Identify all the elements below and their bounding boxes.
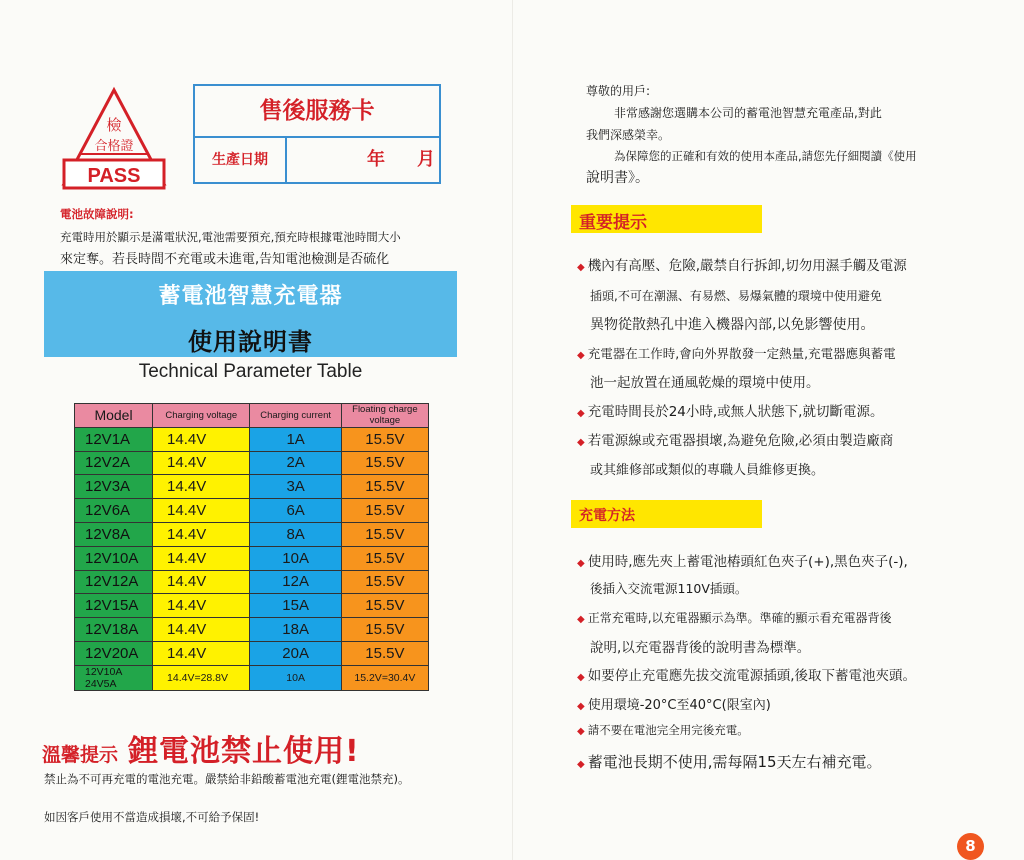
badge-top: 檢	[106, 116, 122, 134]
warm-tip	[42, 726, 360, 770]
s1-line	[590, 314, 874, 334]
table-cell: 14.4V	[153, 618, 250, 642]
table-cell: 12V3A	[75, 475, 153, 499]
bullet-icon: ◆	[577, 558, 585, 569]
table-row	[75, 546, 429, 570]
bullet-text: 使用環境-20°C至40°C(限室內)	[587, 698, 771, 713]
s1-line	[577, 429, 893, 449]
s2-line	[590, 636, 810, 656]
table-cell: 14.4V	[153, 475, 250, 499]
table-cell: 15.5V	[341, 499, 428, 523]
section-important-title: 重要提示	[579, 213, 647, 233]
s2-line	[590, 579, 747, 597]
table-cell: 15.5V	[341, 641, 428, 665]
table-cell: 14.4V	[153, 570, 250, 594]
year-label: 年	[367, 149, 385, 170]
table-row	[75, 522, 429, 546]
table-cell: 14.4V	[153, 451, 250, 475]
bullet-text: 或其維修部或類似的專職人員維修更換。	[590, 463, 825, 478]
table-cell: 15.5V	[341, 618, 428, 642]
bullet-text: 說明,以充電器背後的說明書為標準。	[590, 640, 811, 656]
table-cell: 12V6A	[75, 499, 153, 523]
manual-banner	[44, 271, 457, 357]
s1-line	[577, 344, 896, 362]
table-row	[75, 427, 429, 451]
table-row	[75, 499, 429, 523]
table-cell: 14.4V	[153, 499, 250, 523]
table-cell: 14.4V	[153, 522, 250, 546]
table-cell: 10A	[250, 546, 341, 570]
bullet-text: 後插入交流電源110V插頭。	[590, 581, 748, 596]
section-important	[571, 205, 762, 233]
s2-line	[577, 751, 882, 772]
table-cell: 12V10A 24V5A	[75, 665, 153, 690]
bullet-icon: ◆	[577, 672, 585, 683]
section-charging	[571, 500, 762, 528]
intro-line-1: 非常感謝您選購本公司的蓄電池智慧充電產品,對此	[614, 106, 882, 120]
fault-line-1: 充電時用於顯示是滿電狀況,電池需要預充,預充時根據電池時間大小	[60, 230, 401, 244]
s1-line	[590, 371, 820, 391]
page-number: 8	[957, 833, 984, 860]
table-cell: 14.4V	[153, 427, 250, 451]
lithium-warning: 鋰電池禁止使用!	[128, 734, 360, 769]
section-charging-title: 充電方法	[579, 508, 635, 524]
table-cell: 15A	[250, 594, 341, 618]
table-cell: 1A	[250, 427, 341, 451]
bullet-text: 蓄電池長期不使用,需每隔15天左右補充電。	[587, 753, 882, 771]
bullet-text: 異物從散熱孔中進入機器內部,以免影響使用。	[590, 317, 875, 333]
table-cell: 12A	[250, 570, 341, 594]
greeting: 尊敬的用戶:	[586, 84, 651, 98]
fault-title: 電池故障說明:	[60, 207, 134, 221]
bullet-icon: ◆	[577, 437, 585, 448]
table-cell: 15.5V	[341, 570, 428, 594]
bullet-text: 充電器在工作時,會向外界散發一定熱量,充電器應與蓄電	[587, 346, 896, 361]
bullet-text: 機內有高壓、危險,嚴禁自行拆卸,切勿用濕手觸及電源	[587, 258, 907, 274]
pass-badge	[60, 86, 168, 194]
bullet-text: 正常充電時,以充電器顯示為準。準確的顯示看充電器背後	[587, 611, 892, 625]
table-cell: 20A	[250, 641, 341, 665]
table-cell: 8A	[250, 522, 341, 546]
table-row	[75, 451, 429, 475]
table-cell: 15.5V	[341, 546, 428, 570]
table-cell: 10A	[250, 665, 341, 690]
table-cell: 14.4V=28.8V	[153, 665, 250, 690]
table-header-cell: Model	[75, 404, 153, 428]
s1-line	[577, 254, 907, 274]
bullet-icon: ◆	[577, 408, 585, 419]
bullet-text: 如要停止充電應先拔交流電源插頭,後取下蓄電池夾頭。	[587, 668, 916, 684]
table-cell: 12V1A	[75, 427, 153, 451]
s2-line	[577, 722, 749, 738]
banner-subtitle: 使用說明書	[188, 328, 313, 356]
bullet-text: 插頭,不可在潮濕、有易燃、易爆氣體的環境中使用避免	[590, 289, 882, 303]
table-title: Technical Parameter Table	[138, 361, 363, 382]
table-row	[75, 665, 429, 690]
bullet-icon: ◆	[577, 614, 585, 625]
badge-mid: 合格證	[94, 139, 134, 154]
table-cell: 6A	[250, 499, 341, 523]
bullet-icon: ◆	[577, 759, 585, 770]
table-header-row	[75, 404, 429, 428]
page-spine	[512, 0, 513, 860]
s2-line	[577, 609, 892, 626]
note-line-2: 如因客戶使用不當造成損壞,不可給予保固!	[44, 810, 260, 824]
table-cell: 12V15A	[75, 594, 153, 618]
table-cell: 14.4V	[153, 546, 250, 570]
table-cell: 3A	[250, 475, 341, 499]
fault-line-2: 來定奪。若長時間不充電或未進電,告知電池檢測是否硫化	[60, 252, 390, 267]
table-cell: 18A	[250, 618, 341, 642]
badge-bottom: PASS	[87, 165, 141, 187]
table-cell: 15.5V	[341, 594, 428, 618]
table-cell: 12V12A	[75, 570, 153, 594]
note-line-1: 禁止為不可再充電的電池充電。嚴禁給非鉛酸蓄電池充電(鋰電池禁充)。	[44, 772, 410, 786]
s2-line	[577, 550, 908, 570]
table-cell: 15.5V	[341, 427, 428, 451]
intro-line-4: 說明書》。	[586, 170, 649, 186]
table-cell: 15.5V	[341, 522, 428, 546]
table-cell: 14.4V	[153, 594, 250, 618]
bullet-text: 充電時間長於24小時,或無人狀態下,就切斷電源。	[587, 404, 884, 420]
table-cell: 12V20A	[75, 641, 153, 665]
table-row	[75, 475, 429, 499]
service-card	[193, 84, 441, 184]
s1-line	[590, 287, 882, 304]
table-cell: 15.5V	[341, 451, 428, 475]
parameter-table	[74, 403, 429, 691]
s2-line	[577, 694, 771, 713]
table-row	[75, 618, 429, 642]
bullet-icon: ◆	[577, 701, 585, 712]
bullet-icon: ◆	[577, 350, 585, 361]
service-card-title: 售後服務卡	[195, 86, 439, 138]
table-row	[75, 570, 429, 594]
table-cell: 12V8A	[75, 522, 153, 546]
table-row	[75, 594, 429, 618]
bullet-icon: ◆	[577, 262, 585, 273]
table-cell: 15.5V	[341, 475, 428, 499]
intro-line-2: 我們深感榮幸。	[586, 128, 671, 142]
table-cell: 14.4V	[153, 641, 250, 665]
table-header-cell: Charging current	[250, 404, 341, 428]
production-date-label: 生產日期	[195, 138, 287, 182]
table-header-cell: Charging voltage	[153, 404, 250, 428]
bullet-text: 請不要在電池完全用完後充電。	[587, 723, 749, 737]
table-cell: 15.2V=30.4V	[341, 665, 428, 690]
table-cell: 12V18A	[75, 618, 153, 642]
bullet-text: 池一起放置在通風乾燥的環境中使用。	[590, 375, 820, 391]
intro-line-3: 為保障您的正確和有效的使用本產品,請您先仔細閱讀《使用	[614, 149, 917, 163]
warm-tip-label: 溫馨提示	[42, 744, 119, 766]
table-row	[75, 641, 429, 665]
bullet-text: 若電源線或充電器損壞,為避免危險,必須由製造廠商	[587, 433, 894, 449]
table-cell: 12V2A	[75, 451, 153, 475]
table-cell: 2A	[250, 451, 341, 475]
bullet-icon: ◆	[577, 726, 585, 737]
table-header-cell: Floating charge voltage	[341, 404, 428, 428]
s1-line	[590, 459, 824, 478]
table-cell: 12V10A	[75, 546, 153, 570]
month-label: 月	[417, 149, 435, 170]
bullet-text: 使用時,應先夾上蓄電池樁頭紅色夾子(+),黑色夾子(-),	[587, 554, 908, 570]
banner-title: 蓄電池智慧充電器	[158, 284, 343, 309]
s1-line	[577, 400, 883, 420]
s2-line	[577, 664, 916, 684]
